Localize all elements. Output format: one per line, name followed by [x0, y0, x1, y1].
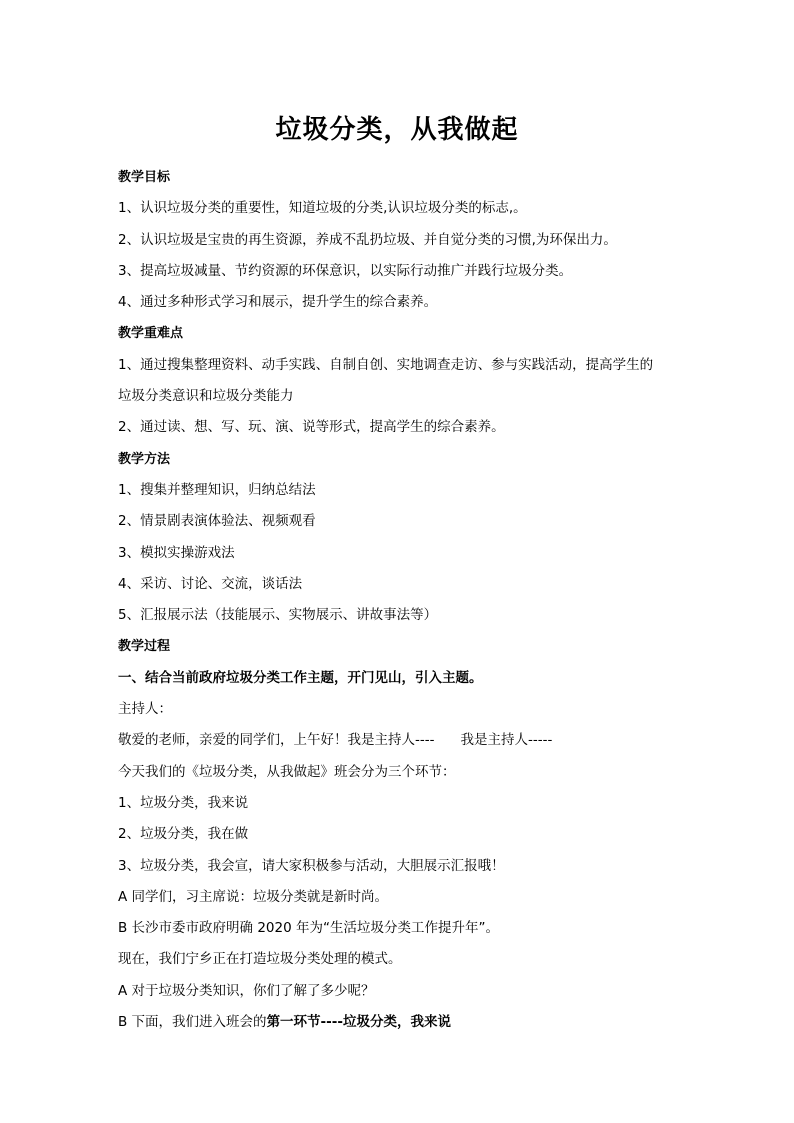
section-heading-methods: 教学方法	[118, 451, 171, 467]
greeting-host-b: 我是主持人-----	[460, 732, 553, 749]
goal-item: 2、认识垃圾是宝贵的再生资源，养成不乱扔垃圾、并自觉分类的习惯,为环保出力。	[118, 231, 617, 248]
host-label: 主持人：	[118, 701, 172, 718]
document-title: 垃圾分类，从我做起	[275, 115, 519, 145]
goal-item: 3、提高垃圾减量、节约资源的环保意识，以实际行动推广并践行垃圾分类。	[118, 262, 573, 279]
greeting-host-a: 敬爱的老师，亲爱的同学们，上午好！我是主持人----	[118, 732, 435, 749]
document-body	[118, 162, 688, 1038]
method-item: 4、采访、讨论、交流，谈话法	[118, 575, 303, 592]
section-heading-process: 教学过程	[118, 639, 171, 655]
dialog-line: 现在，我们宁乡正在打造垃圾分类处理的模式。	[118, 951, 402, 968]
process-step-one: 一、结合当前政府垃圾分类工作主题，开门见山，引入主题。	[118, 669, 483, 686]
dialog-line: B 长沙市委市政府明确 2020 年为“生活垃圾分类工作提升年”。	[118, 920, 499, 937]
dialog-line: A 对于垃圾分类知识，你们了解了多少呢？	[118, 982, 375, 999]
method-item: 5、汇报展示法（技能展示、实物展示、讲故事法等）	[118, 607, 438, 624]
goal-item: 1、认识垃圾分类的重要性，知道垃圾的分类,认识垃圾分类的标志,。	[118, 200, 527, 217]
difficulty-item: 2、通过读、想、写、玩、演、说等形式，提高学生的综合素养。	[118, 419, 505, 436]
dialog-line-last	[118, 1007, 688, 1038]
difficulty-item: 1、通过搜集整理资料、动手实践、自制自创、实地调查走访、参与实践活动，提高学生的	[118, 356, 654, 373]
method-item: 2、情景剧表演体验法、视频观看	[118, 513, 316, 530]
dialog-line: A 同学们，习主席说：垃圾分类就是新时尚。	[118, 888, 389, 905]
part-item: 2、垃圾分类，我在做	[118, 826, 249, 843]
section-heading-goals: 教学目标	[118, 170, 171, 185]
intro-line: 今天我们的《垃圾分类，从我做起》班会分为三个环节：	[118, 763, 456, 780]
part-item: 3、垃圾分类，我会宣，请大家积极参与活动，大胆展示汇报哦！	[118, 857, 505, 874]
part-item: 1、垃圾分类，我来说	[118, 794, 249, 811]
greeting-line	[118, 725, 688, 756]
goal-item: 4、通过多种形式学习和展示，提升学生的综合素养。	[118, 294, 438, 311]
dialog-last-bold: 第一环节----垃圾分类，我来说	[266, 1014, 451, 1031]
dialog-last-prefix: B 下面，我们进入班会的	[118, 1014, 267, 1031]
method-item: 3、模拟实操游戏法	[118, 544, 235, 561]
method-item: 1、搜集并整理知识，归纳总结法	[118, 481, 316, 498]
section-heading-difficulties: 教学重难点	[118, 326, 184, 342]
difficulty-item: 垃圾分类意识和垃圾分类能力	[118, 388, 294, 405]
